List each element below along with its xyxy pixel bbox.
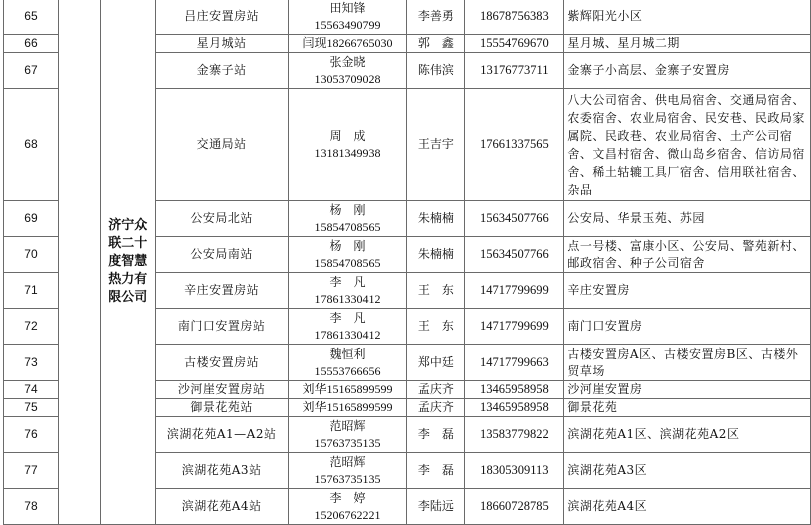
station-name: 滨湖花苑A4站	[155, 489, 288, 525]
row-number: 77	[4, 453, 59, 489]
service-area: 金寨子小高层、金寨子安置房	[564, 53, 811, 89]
manager-name: 范昭辉	[329, 418, 366, 433]
manager-phone: 17861330412	[314, 327, 381, 342]
station-name: 公安局南站	[155, 237, 288, 273]
operator-name: 朱楠楠	[407, 237, 465, 273]
station-name: 公安局北站	[155, 201, 288, 237]
row-number: 71	[4, 273, 59, 309]
operator-name: 王吉宇	[407, 89, 465, 201]
operator-name: 李 磊	[407, 453, 465, 489]
station-name: 古楼安置房站	[155, 345, 288, 381]
station-name: 交通局站	[155, 89, 288, 201]
station-name: 滨湖花苑A1—A2站	[155, 417, 288, 453]
operator-phone: 18678756383	[465, 0, 564, 35]
station-manager	[288, 273, 407, 309]
operator-phone: 14717799699	[465, 309, 564, 345]
row-number: 74	[4, 381, 59, 399]
manager-name: 杨 刚	[329, 202, 366, 217]
station-name: 星月城站	[155, 35, 288, 53]
operator-name: 王 东	[407, 273, 465, 309]
row-number: 76	[4, 417, 59, 453]
operator-name: 朱楠楠	[407, 201, 465, 237]
manager-phone: 15854708565	[314, 255, 381, 270]
station-manager	[288, 53, 407, 89]
operator-phone: 17661337565	[465, 89, 564, 201]
station-manager	[288, 89, 407, 201]
station-manager: 刘华15165899599	[288, 381, 407, 399]
manager-name: 李 凡	[329, 310, 366, 325]
manager-name: 张金晓	[329, 54, 366, 69]
manager-phone: 15854708565	[314, 219, 381, 234]
manager-phone: 13053709028	[314, 71, 381, 86]
station-manager	[288, 489, 407, 525]
operator-phone: 13465958958	[465, 381, 564, 399]
operator-name: 孟庆齐	[407, 381, 465, 399]
row-number: 67	[4, 53, 59, 89]
station-name: 御景花苑站	[155, 399, 288, 417]
station-manager	[288, 237, 407, 273]
manager-name: 李 凡	[329, 274, 366, 289]
manager-phone: 15763735135	[314, 435, 381, 450]
manager-name: 李 婷	[329, 490, 366, 505]
service-area: 辛庄安置房	[564, 273, 811, 309]
station-name: 辛庄安置房站	[155, 273, 288, 309]
station-name: 金寨子站	[155, 53, 288, 89]
manager-phone: 15206762221	[314, 507, 381, 522]
manager-name: 田知锋	[329, 0, 366, 15]
service-area: 古楼安置房A区、古楼安置房B区、古楼外贸草场	[564, 345, 811, 381]
manager-name: 魏恒利	[329, 346, 366, 361]
operator-name: 郭 鑫	[407, 35, 465, 53]
table-row	[4, 0, 811, 35]
station-manager: 刘华15165899599	[288, 399, 407, 417]
manager-name: 周 成	[329, 128, 366, 143]
table-body	[4, 0, 811, 525]
operator-name: 孟庆齐	[407, 399, 465, 417]
row-number: 69	[4, 201, 59, 237]
service-area: 公安局、华景玉苑、苏园	[564, 201, 811, 237]
service-area: 八大公司宿舍、供电局宿舍、交通局宿舍、农委宿舍、农业局宿舍、民安巷、民政局家属院、民政巷、农业局宿舍、土产公司宿舍、文昌村宿舍、微山岛乡宿舍、信访局宿舍、稀土轱辘工具厂宿舍、信用联社宿舍、杂品	[564, 89, 811, 201]
service-area: 御景花苑	[564, 399, 811, 417]
row-number: 75	[4, 399, 59, 417]
operator-phone: 13465958958	[465, 399, 564, 417]
manager-name: 杨 刚	[329, 238, 366, 253]
station-manager	[288, 309, 407, 345]
operator-phone: 15634507766	[465, 201, 564, 237]
operator-name: 郑中廷	[407, 345, 465, 381]
service-area: 紫辉阳光小区	[564, 0, 811, 35]
row-number: 73	[4, 345, 59, 381]
station-manager	[288, 453, 407, 489]
manager-phone: 15563490799	[314, 17, 381, 32]
operator-phone: 13583779822	[465, 417, 564, 453]
operator-phone: 13176773711	[465, 53, 564, 89]
operator-name: 王 东	[407, 309, 465, 345]
row-number: 65	[4, 0, 59, 35]
station-manager: 闫现18266765030	[288, 35, 407, 53]
operator-phone: 15554769670	[465, 35, 564, 53]
station-name: 沙河崖安置房站	[155, 381, 288, 399]
operator-phone: 15634507766	[465, 237, 564, 273]
station-manager	[288, 345, 407, 381]
blank-column-cell	[58, 0, 100, 525]
operator-phone: 14717799663	[465, 345, 564, 381]
row-number: 78	[4, 489, 59, 525]
manager-phone: 17861330412	[314, 291, 381, 306]
row-number: 68	[4, 89, 59, 201]
heating-station-table	[3, 0, 811, 525]
operator-name: 李 磊	[407, 417, 465, 453]
operator-name: 李善勇	[407, 0, 465, 35]
row-number: 66	[4, 35, 59, 53]
service-area: 滨湖花苑A4区	[564, 489, 811, 525]
operator-name: 陈伟滨	[407, 53, 465, 89]
station-name: 吕庄安置房站	[155, 0, 288, 35]
manager-phone: 13181349938	[314, 145, 381, 160]
operator-phone: 14717799699	[465, 273, 564, 309]
service-area: 滨湖花苑A3区	[564, 453, 811, 489]
station-manager	[288, 201, 407, 237]
company-name: 济宁众联二十度智慧热力有限公司	[100, 0, 155, 525]
row-number: 72	[4, 309, 59, 345]
service-area: 南门口安置房	[564, 309, 811, 345]
service-area: 沙河崖安置房	[564, 381, 811, 399]
station-manager	[288, 0, 407, 35]
manager-phone: 15763735135	[314, 471, 381, 486]
service-area: 星月城、星月城二期	[564, 35, 811, 53]
station-name: 滨湖花苑A3站	[155, 453, 288, 489]
row-number: 70	[4, 237, 59, 273]
service-area: 滨湖花苑A1区、滨湖花苑A2区	[564, 417, 811, 453]
station-manager	[288, 417, 407, 453]
operator-name: 李陆远	[407, 489, 465, 525]
operator-phone: 18660728785	[465, 489, 564, 525]
station-name: 南门口安置房站	[155, 309, 288, 345]
manager-name: 范昭辉	[329, 454, 366, 469]
operator-phone: 18305309113	[465, 453, 564, 489]
service-area: 点一号楼、富康小区、公安局、警苑新村、邮政宿舍、种子公司宿舍	[564, 237, 811, 273]
manager-phone: 15553766656	[314, 363, 381, 378]
